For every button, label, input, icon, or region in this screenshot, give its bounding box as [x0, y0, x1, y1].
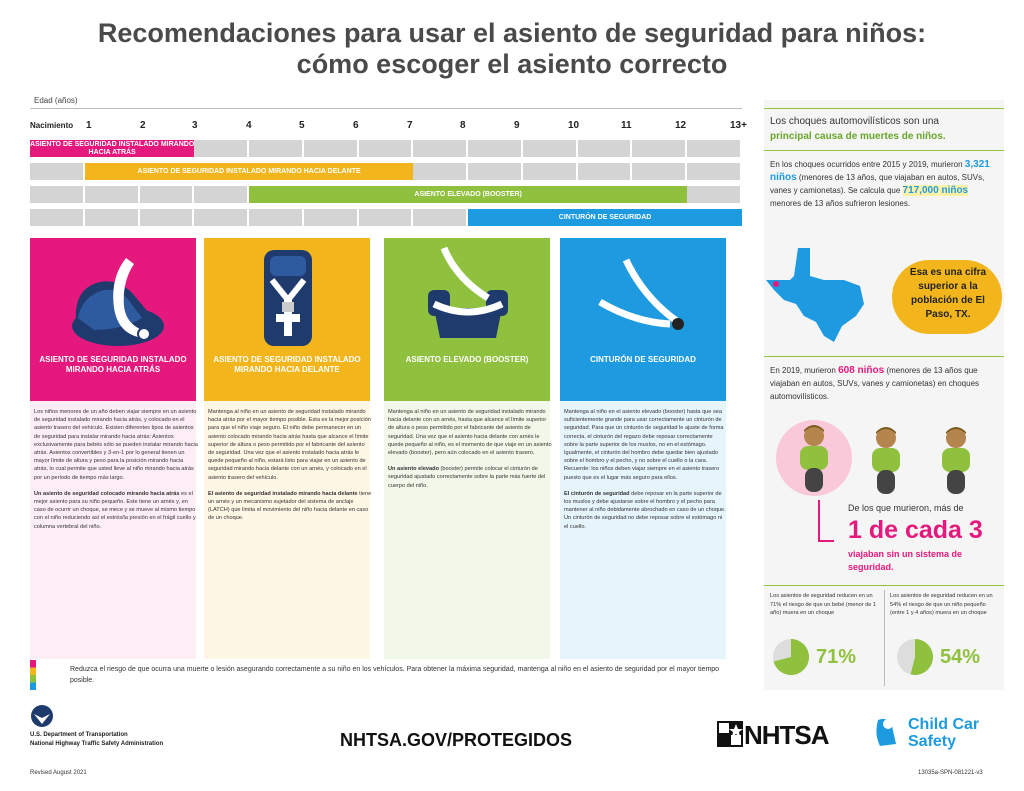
panel-label: ASIENTO ELEVADO (BOOSTER): [405, 355, 529, 364]
revised-date: Revised August 2021: [30, 770, 87, 776]
intro-plain: Los choques automovilísticos son una: [770, 116, 939, 127]
age-tick: 2: [140, 120, 146, 131]
panel-bold: Un asiento de seguridad colocado mirando hacia atrás: [34, 490, 180, 497]
grid-cell: [194, 209, 249, 226]
grid-cell: [30, 209, 85, 226]
panel-text-belt: [564, 408, 728, 539]
age-bar-booster: ASIENTO ELEVADO (BOOSTER): [249, 186, 687, 203]
panel-text-forward: [208, 408, 372, 531]
row-belt: [30, 209, 742, 226]
grid-cell: [632, 140, 687, 157]
grid-cell: [249, 140, 304, 157]
panel-label: CINTURÓN DE SEGURIDAD: [590, 355, 696, 364]
grid-cell: [85, 186, 140, 203]
right-divider-top: [764, 108, 1004, 109]
title-line-2: cómo escoger el asiento correcto: [296, 49, 728, 79]
panel-paragraph: Mantenga al niño en un asiento de seguridad instalado mirando hacia atrás por el mayor tiempo posible. Esta es la mejor posición para que el niño viaje seguro. El niño debe permanecer en un asiento colocado mirando hacia atrás hasta que alcance el límite superior de altura o peso permitido por el fabricante del asiento de seguridad. Una vez que el asiento instalado hacia atrás le quede pequeño al niño, estará listo para viajar en un asiento de seguridad mirando hacia delante con un arnés, y colocado en el asiento trasero del vehículo.: [208, 409, 371, 481]
panel-paragraph-2: [208, 490, 372, 523]
grid-cell: [140, 209, 195, 226]
grid-cell: [304, 140, 359, 157]
stat-2019: [770, 364, 998, 403]
stat-injured-number: 717,000 niños: [902, 185, 969, 196]
grid-cell: [632, 163, 687, 180]
age-tick: 6: [353, 120, 359, 131]
panel-rear-facing: [30, 238, 196, 401]
grid-cell: [30, 186, 85, 203]
grid-cell: [304, 209, 359, 226]
age-bar-belt: CINTURÓN DE SEGURIDAD: [468, 209, 742, 226]
panel-paragraph-2: [34, 490, 198, 531]
panel-bold: Un asiento elevado: [388, 466, 439, 473]
ccs-line-2: Safety: [908, 733, 957, 750]
unrestrained-pre: De los que murieron, más de: [848, 503, 964, 513]
stat-injuries: [770, 158, 998, 210]
age-tick: 12: [675, 120, 687, 131]
panel-bold: El asiento de seguridad instalado mirando hacia delante: [208, 490, 358, 497]
child-figure: [872, 427, 900, 494]
intro-bold: principal causa de muertes de niños.: [770, 131, 946, 142]
age-caption: Edad (años): [34, 96, 78, 105]
grid-cell: [468, 163, 523, 180]
stat-text: En los choques ocurridos entre 2015 y 2019, murieron: [770, 160, 963, 169]
grid-cell: [578, 140, 633, 157]
pct1-value: 71%: [816, 646, 857, 668]
stat-deaths-number: 3,321 niños: [770, 159, 990, 183]
grid-cell: [687, 140, 742, 157]
ccs-line-1: Child Car: [908, 716, 980, 733]
age-tick: 8: [460, 120, 466, 131]
grid-cell: [85, 209, 140, 226]
infant-seat-icon: [30, 238, 196, 353]
age-tick: 4: [246, 120, 252, 131]
panel-rest: tiene un arnés y un mecanismo sujetador del sistema de anclaje (LATCH) que limita el movimiento del niño hacia delante en caso de un choque.: [208, 490, 372, 522]
age-tick: 9: [514, 120, 520, 131]
footer-note-bar: [30, 660, 742, 690]
stat-text: (menores de 13 años que viajaban en autos, SUVs, vanes y camionetas) en choques automovilísticos.: [770, 366, 980, 401]
age-tick: 10: [568, 120, 580, 131]
grid-cell: [687, 186, 742, 203]
panel-rest: debe reposar en la parte superior de los muslos y debe ajustarse sobre el hombro y el pecho para mantener al niño debidamente abrochado en caso de un choque. Un cinturón de seguridad no debe reposar sobre el estómago ni el cuello.: [564, 490, 726, 530]
panel-rest: (booster) permite colocar el cinturón de seguridad ajustado correctamente sobre la parte más fuerte del cuerpo del niño.: [388, 466, 546, 489]
age-tick: Nacimiento: [30, 121, 74, 130]
grid-cell: [249, 209, 304, 226]
bracket-line: [818, 500, 834, 542]
dot-line-2: National Highway Traffic Safety Administration: [30, 741, 164, 747]
nhtsa-star-icon: [716, 720, 744, 748]
pie-71-icon: [772, 638, 810, 676]
dot-line-1: U.S. Department of Transportation: [30, 732, 128, 738]
right-divider-4: [764, 585, 1004, 586]
panel-paragraph: Mantenga al niño en el asiento elevado (booster) hasta que sea suficientemente grande para usar correctamente un cinturón de seguridad. Para que un cinturón de seguridad le ajuste de forma correcta, el cinturón del regazo debe reposar correctamente sobre la parte superior de los muslos, no en el estómago. Igualmente, el cinturón del hombro debe quedar bien ajustado sobre el hombro y el pecho, y no sobre el cuello o la cara. Recuerde: los niños deben viajar siempre en el asiento trasero puesto que es el lugar más seguro para ellos.: [564, 409, 724, 481]
child-car-safety-icon: [872, 714, 906, 752]
panel-bold: El cinturón de seguridad: [564, 490, 630, 497]
grid-cell: [523, 163, 578, 180]
one-in-three: 1 de cada 3: [848, 516, 983, 544]
age-tick: 5: [299, 120, 305, 131]
grid-cell: [194, 140, 249, 157]
pct-separator: [884, 590, 885, 686]
panel-paragraph: Los niños menores de un año deben viajar siempre en un asiento de seguridad instalado mirando hacia atrás, y colocado en el asiento trasero del vehículo. Existen diferentes tipos de asientos de seguridad para instalar mirando hacia atrás: Asientos exclusivamente para bebés sólo se pueden instalar mirando hacia atrás. Asientos convertibles y 3-en-1 por lo general tienen un mayor límite de altura y peso para la posición mirando hacia atrás, lo cual permite que usted lleve al niño mirando hacia atrás por un período de tiempo más largo.: [34, 409, 198, 481]
nhtsa-logo-text: NHTSA: [744, 720, 829, 750]
grid-cell: [468, 140, 523, 157]
stat-text: (menores de 13 años, que viajaban en autos, SUVs, vanes y camionetas). Se calcula que: [770, 173, 985, 195]
children-illustration: [774, 416, 998, 500]
right-divider-2: [764, 150, 1004, 151]
row-booster: [30, 186, 742, 203]
panel-forward-facing: [204, 238, 370, 401]
grid-cell: [523, 140, 578, 157]
dot-eagle-logo: [30, 704, 54, 728]
age-divider: [30, 108, 742, 109]
child-figure: [942, 427, 970, 494]
row-rear: [30, 140, 742, 157]
age-bar-rear: ASIENTO DE SEGURIDAD INSTALADO MIRANDO HACIA ATRÁS: [30, 140, 195, 156]
grid-cell: [30, 163, 85, 180]
panel-paragraph-2: [388, 465, 552, 490]
right-divider-3: [764, 356, 1004, 357]
grid-cell: [359, 209, 414, 226]
page-title: [0, 18, 1024, 80]
grid-cell: [687, 163, 742, 180]
right-intro: [770, 114, 1000, 144]
panel-rest: es el mejor asiento para su niño pequeño. Este tiene un arnés y, en caso de ocurrir un choque, se mece y se mueve al mismo tiempo con el niño reduciendo así el estrés/la presión en el frágil cuello y columna vertebral del niño.: [34, 490, 196, 530]
url-link[interactable]: NHTSA.GOV/PROTEGIDOS: [340, 730, 573, 750]
pie-54-icon: [896, 638, 934, 676]
pct1-text: Los asientos de seguridad reducen en un 71% el riesgo de que un bebé (menor de 1 año) muera en un choque: [770, 593, 877, 616]
age-tick: 1: [86, 120, 92, 131]
panel-paragraph-2: [564, 490, 728, 531]
note-accent: [30, 660, 36, 690]
grid-cell: [413, 209, 468, 226]
age-bar-forward: ASIENTO DE SEGURIDAD INSTALADO MIRANDO HACIA DELANTE: [85, 163, 414, 180]
grid-cell: [413, 140, 468, 157]
age-tick: 3: [192, 120, 198, 131]
el-paso-callout-text: Esa es una cifra superior a la población de El Paso, TX.: [909, 267, 987, 320]
panel-label: ASIENTO DE SEGURIDAD INSTALADO MIRANDO HACIA ATRÁS: [39, 355, 187, 374]
panel-seat-belt: [560, 238, 726, 401]
booster-seat-icon: [384, 238, 550, 353]
row-forward: [30, 163, 742, 180]
pct2-value: 54%: [940, 646, 981, 668]
panel-text-booster: [388, 408, 552, 498]
panel-label: ASIENTO DE SEGURIDAD INSTALADO MIRANDO HACIA DELANTE: [213, 355, 361, 374]
stat-text: menores de 13 años sufrieron lesiones.: [770, 199, 911, 208]
grid-cell: [578, 163, 633, 180]
panel-paragraph: Mantenga al niño en un asiento de seguridad instalado mirando hacia delante con un arnés, hasta que alcance el límite superior de altura o peso permitido por el fabricante del asiento de seguridad. Una vez que el asiento hacia delante con arnés le quede pequeño al niño, es el momento de que viaje en un asiento elevado (booster), pero aún colocado en el asiento trasero.: [388, 409, 552, 457]
unrestrained-post: viajaban sin un sistema de seguridad.: [848, 549, 963, 572]
panel-booster: [384, 238, 550, 401]
grid-cell: [359, 140, 414, 157]
age-tick: 11: [621, 120, 632, 131]
forward-seat-icon: [204, 238, 370, 353]
stat-2019-number: 608 niños: [838, 365, 885, 376]
age-tick: 7: [407, 120, 413, 131]
panel-text-rear: [34, 408, 198, 539]
grid-cell: [413, 163, 468, 180]
footer-note: Reduzca el riesgo de que ocurra una muerte o lesión asegurando correctamente a su niño en los vehículos. Para obtener la máxima seguridad, mantenga al niño en el asiento de seguridad por el mayor tiempo posible.: [70, 666, 720, 684]
grid-cell: [194, 186, 249, 203]
title-line-1: Recomendaciones para usar el asiento de seguridad para niños:: [97, 18, 927, 48]
document-code: 13035a-SPN-081221-v3: [918, 770, 983, 776]
pct2-text: Los asientos de seguridad reducen en un 54% el riesgo de que un niño pequeño (entre 1 y 4 años) muera en un choque: [890, 593, 993, 616]
stat-text: En 2019, murieron: [770, 366, 836, 375]
texas-map-icon: [764, 246, 884, 346]
age-tick: 13+: [730, 120, 747, 131]
seat-belt-icon: [560, 238, 726, 353]
age-axis: [30, 120, 747, 136]
grid-cell: [140, 186, 195, 203]
